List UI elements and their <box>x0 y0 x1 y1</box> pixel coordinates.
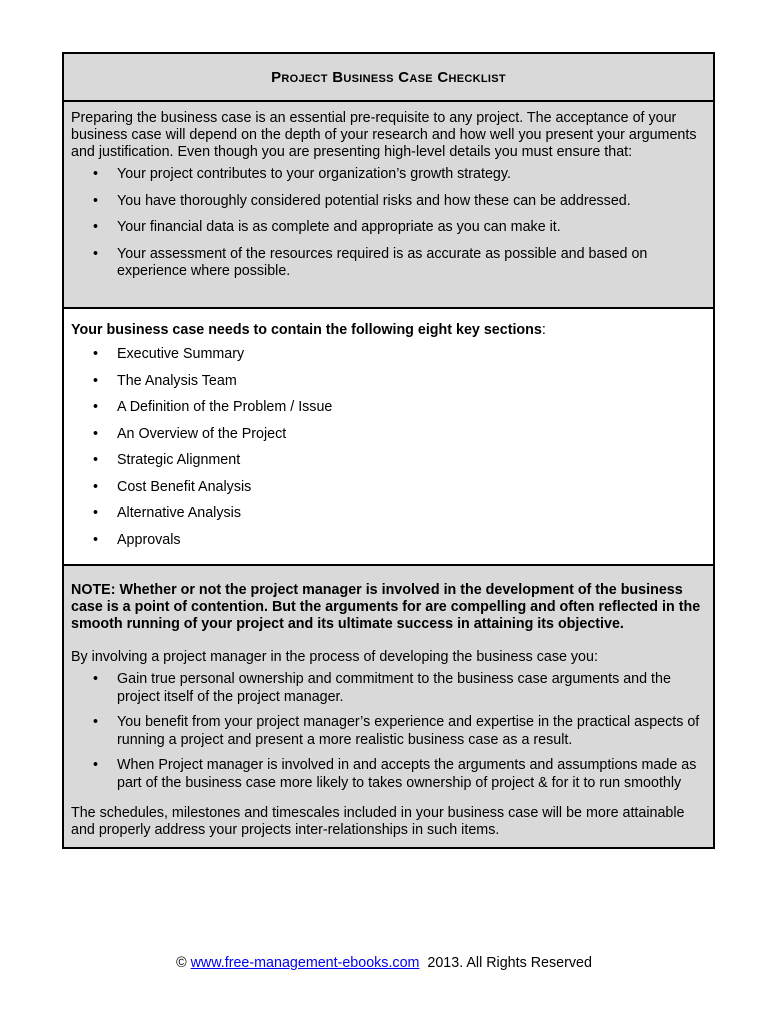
note-bullet: • When Project manager is involved in and accepts the arguments and assumptions made as part of the business case more likely to takes ownership of project & for it to run smoothly <box>71 757 706 792</box>
key-sections-heading <box>71 322 706 339</box>
checklist-table <box>62 52 715 849</box>
note-text: NOTE: Whether or not the project manager is involved in the development of the business case is a point of contention. But the arguments for are compelling and often reflected in the smooth running of your project and its ultimate success in attaining its objective. <box>71 582 701 632</box>
key-section-item: • Strategic Alignment <box>71 452 706 470</box>
key-section-item: • A Definition of the Problem / Issue <box>71 399 706 417</box>
intro-paragraph: Preparing the business case is an essential pre-requisite to any project. The acceptance of your business case will depend on the depth of your research and how well you present your arguments and justification. Even though you are presenting high-level details you must ensure that: <box>71 110 697 160</box>
note-lead-in: By involving a project manager in the process of developing the business case you: <box>71 649 598 665</box>
key-sections-heading-colon: : <box>541 322 546 338</box>
footer <box>0 955 768 971</box>
intro-bullet: • Your financial data is as complete and appropriate as you can make it. <box>71 219 706 237</box>
key-section-item: • Cost Benefit Analysis <box>71 479 706 497</box>
key-section-item: • The Analysis Team <box>71 373 706 391</box>
intro-bullet-list <box>71 166 706 281</box>
key-section-item: • Approvals <box>71 532 706 550</box>
website-link[interactable]: www.free-management-ebooks.com <box>190 955 420 971</box>
intro-bullet: • Your project contributes to your organization’s growth strategy. <box>71 166 706 184</box>
note-bullet: • You benefit from your project manager’s experience and expertise in the practical aspects of running a project and present a more realistic business case as a result. <box>71 714 706 749</box>
intro-section <box>64 102 713 309</box>
document-title: Project Business Case Checklist <box>271 68 506 86</box>
copyright-symbol: © <box>176 955 187 971</box>
key-section-item: • An Overview of the Project <box>71 426 706 444</box>
key-sections-heading-text: Your business case needs to contain the following eight key sections <box>71 322 542 338</box>
note-section <box>64 566 713 847</box>
key-sections <box>64 309 713 566</box>
rights-text: 2013. All Rights Reserved <box>427 955 592 971</box>
key-section-item: • Executive Summary <box>71 346 706 364</box>
note-bullet-list <box>71 671 706 792</box>
title-row <box>64 54 713 102</box>
intro-bullet: • You have thoroughly considered potential risks and how these can be addressed. <box>71 193 706 211</box>
key-section-item: • Alternative Analysis <box>71 505 706 523</box>
note-bullet: • Gain true personal ownership and commitment to the business case arguments and the project itself of the project manager. <box>71 671 706 706</box>
closing-paragraph: The schedules, milestones and timescales included in your business case will be more attainable and properly address your projects inter-relationships in such items. <box>71 805 685 838</box>
key-sections-list <box>71 346 706 549</box>
intro-bullet: • Your assessment of the resources required is as accurate as possible and based on experience where possible. <box>71 246 706 281</box>
